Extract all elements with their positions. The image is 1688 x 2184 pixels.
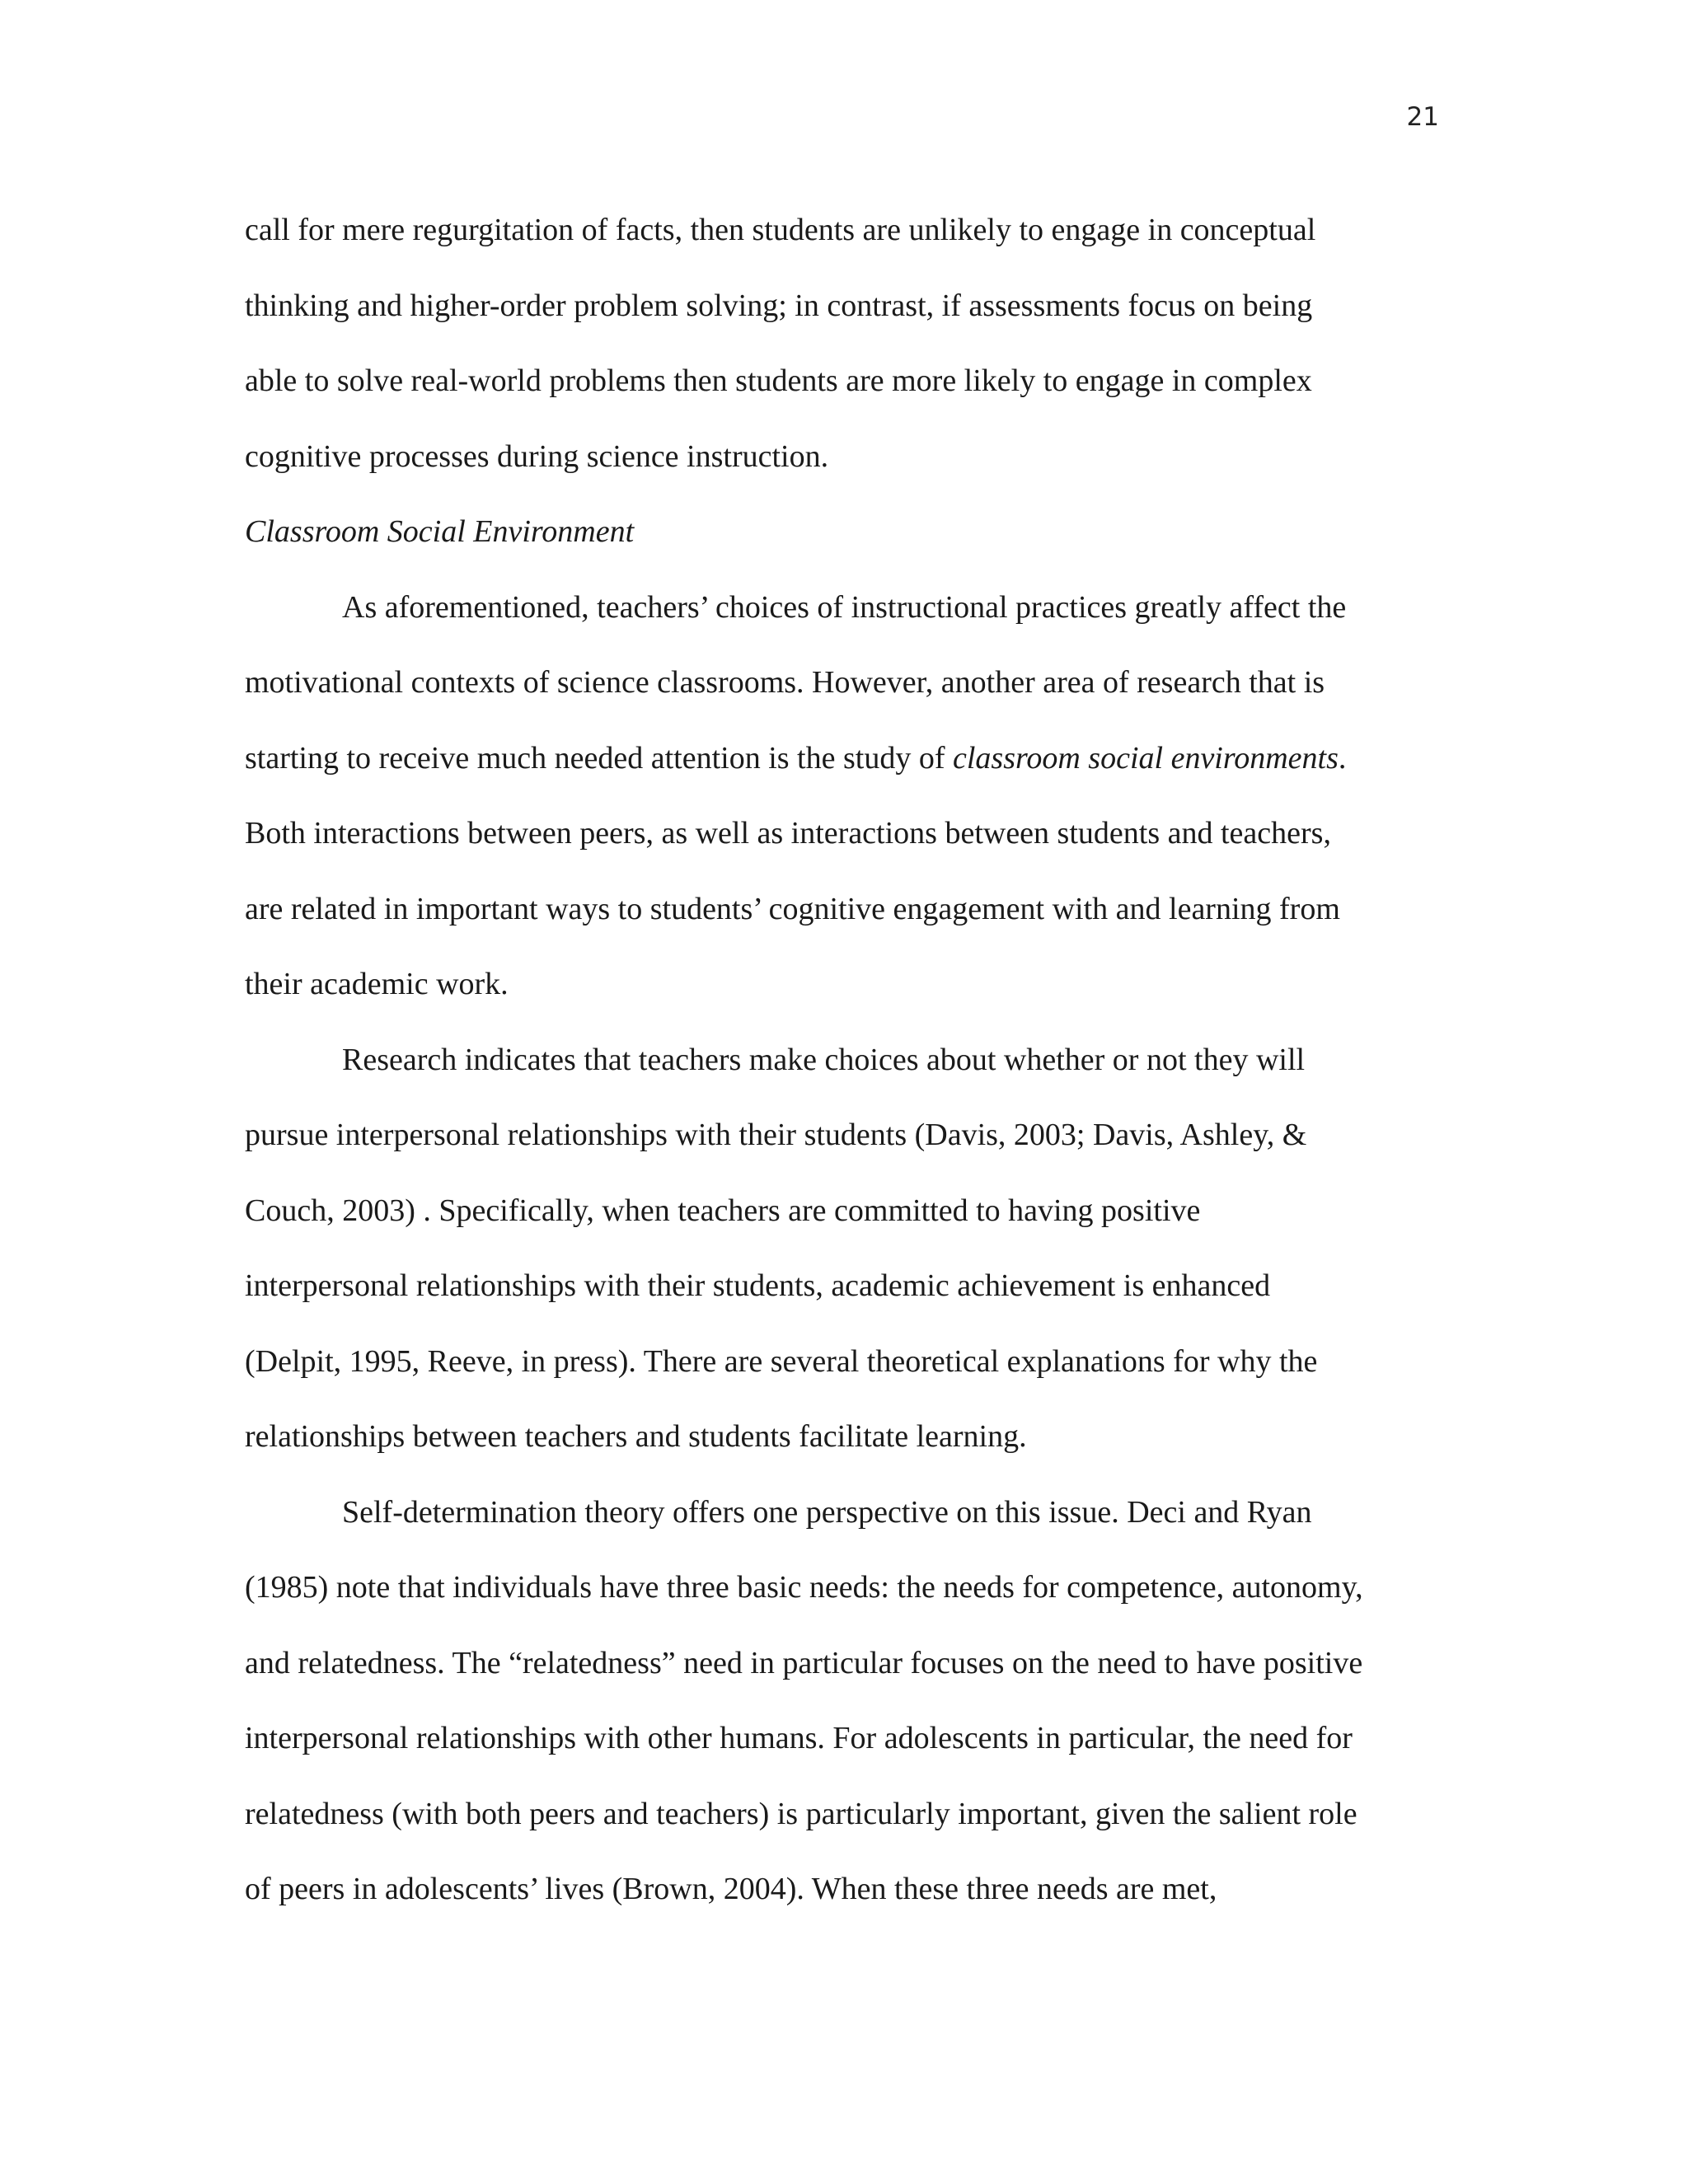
text-line: (1985) note that individuals have three basic needs: the needs for competence, autonomy, bbox=[245, 1570, 1363, 1605]
text-line: are related in important ways to students’ cognitive engagement with and learning from bbox=[245, 891, 1340, 926]
text-line: pursue interpersonal relationships with their students (Davis, 2003; Davis, Ashley, & bbox=[245, 1118, 1307, 1152]
text-segment: . bbox=[1338, 740, 1347, 776]
text-segment: starting to receive much needed attention is the study of bbox=[245, 740, 953, 776]
text-line: interpersonal relationships with other humans. For adolescents in particular, the need for bbox=[245, 1721, 1353, 1755]
text-line bbox=[245, 721, 1428, 797]
text-line: relationships between teachers and students facilitate learning. bbox=[245, 1419, 1027, 1454]
text-line: Self-determination theory offers one perspective on this issue. Deci and Ryan bbox=[342, 1494, 1312, 1530]
text-line: relatedness (with both peers and teachers) is particularly important, given the salient role bbox=[245, 1796, 1357, 1831]
text-line: As aforementioned, teachers’ choices of instructional practices greatly affect the bbox=[342, 589, 1347, 625]
text-line: interpersonal relationships with their students, academic achievement is enhanced bbox=[245, 1268, 1271, 1303]
text-line: call for mere regurgitation of facts, then students are unlikely to engage in conceptual bbox=[245, 213, 1316, 247]
text-line: thinking and higher-order problem solving; in contrast, if assessments focus on being bbox=[245, 288, 1313, 323]
text-line: (Delpit, 1995, Reeve, in press). There are several theoretical explanations for why the bbox=[245, 1343, 1318, 1379]
text-line: able to solve real-world problems then students are more likely to engage in complex bbox=[245, 363, 1312, 398]
text-line: cognitive processes during science instruction. bbox=[245, 438, 829, 474]
emphasized-term: classroom social environments bbox=[952, 740, 1339, 776]
section-heading: Classroom Social Environment bbox=[245, 514, 635, 549]
body-text bbox=[245, 193, 1428, 1928]
text-line: motivational contexts of science classrooms. However, another area of research that is bbox=[245, 665, 1325, 700]
text-line: of peers in adolescents’ lives (Brown, 2004). When these three needs are met, bbox=[245, 1872, 1217, 1906]
page-number: 21 bbox=[1406, 102, 1439, 132]
text-line: Both interactions between peers, as well as interactions between students and teachers, bbox=[245, 816, 1331, 851]
text-line: Couch, 2003) . Specifically, when teachers are committed to having positive bbox=[245, 1193, 1201, 1228]
text-line: Research indicates that teachers make choices about whether or not they will bbox=[342, 1042, 1306, 1077]
text-line: their academic work. bbox=[245, 967, 509, 1001]
text-line: and relatedness. The “relatedness” need in particular focuses on the need to have positive bbox=[245, 1645, 1363, 1680]
